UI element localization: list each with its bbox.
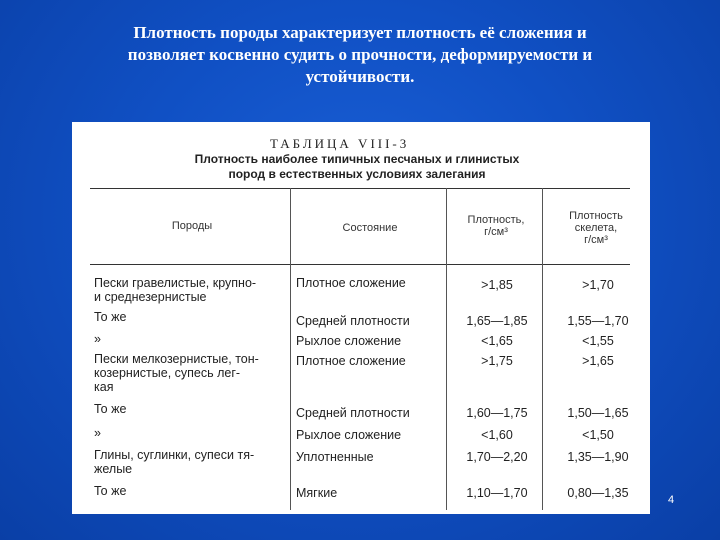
column-divider-1 (290, 188, 291, 510)
table-row-5-state: Средней плотности (296, 406, 410, 420)
table-row-2-density: 1,65—1,85 (466, 314, 528, 328)
header-bottom-rule (90, 264, 630, 265)
table-row-5-rock: То же (94, 402, 127, 416)
table-row-8-density: 1,10—1,70 (466, 486, 528, 500)
table-row-4-state: Плотное сложение (296, 354, 406, 368)
table-row-3-rock: » (94, 332, 101, 346)
header-skeleton: Плотность скелета, г/см³ (569, 210, 623, 246)
column-divider-3 (542, 188, 543, 510)
table-row-8-state: Мягкие (296, 486, 338, 500)
table-row-6-state: Рыхлое сложение (296, 428, 402, 442)
table-row-6-skeleton: <1,50 (582, 428, 614, 442)
header-state: Состояние (342, 222, 398, 234)
table-row-6-density: <1,60 (481, 428, 513, 442)
table-row-2-skeleton: 1,55—1,70 (567, 314, 629, 328)
header-density: Плотность, г/см³ (467, 214, 525, 238)
header-rock: Породы (171, 220, 213, 232)
table-row-7-rock: Глины, суглинки, супеси тя- желые (94, 448, 255, 476)
table-caption: Плотность наиболее типичных песчаных и глинистых пород в естественных условиях залегания (194, 152, 520, 181)
table-row-7-density: 1,70—2,20 (466, 450, 528, 464)
table-row-2-state: Средней плотности (296, 314, 410, 328)
table-row-3-density: <1,65 (481, 334, 513, 348)
table-row-2-rock: То же (94, 310, 127, 324)
table-row-1-density: >1,85 (481, 278, 513, 292)
table-row-3-state: Рыхлое сложение (296, 334, 402, 348)
table-row-4-rock: Пески мелкозернистые, тон- козернистые, супесь лег- кая (94, 352, 259, 394)
table-row-4-skeleton: >1,65 (582, 354, 614, 368)
table-row-1-state: Плотное сложение (296, 276, 406, 290)
table-top-rule (90, 188, 630, 189)
table-row-8-skeleton: 0,80—1,35 (567, 486, 629, 500)
page-number: 4 (668, 494, 675, 506)
table-row-5-skeleton: 1,50—1,65 (567, 406, 629, 420)
table-row-7-skeleton: 1,35—1,90 (567, 450, 629, 464)
table-row-4-density: >1,75 (481, 354, 513, 368)
table-row-1-rock: Пески гравелистые, крупно- и среднезернистые (94, 276, 257, 304)
table-row-7-state: Уплотненные (296, 450, 374, 464)
scanned-table-image (72, 122, 650, 514)
table-row-1-skeleton: >1,70 (582, 278, 614, 292)
slide-title: Плотность породы характеризует плотность её сложения и позволяет косвенно судить о прочности, деформируемости и устойчивости. (127, 23, 593, 86)
table-number: ТАБЛИЦА VIII-3 (270, 136, 410, 151)
table-row-5-density: 1,60—1,75 (466, 406, 528, 420)
table-row-6-rock: » (94, 426, 101, 440)
table-row-8-rock: То же (94, 484, 127, 498)
table-row-3-skeleton: <1,55 (582, 334, 614, 348)
column-divider-2 (446, 188, 447, 510)
